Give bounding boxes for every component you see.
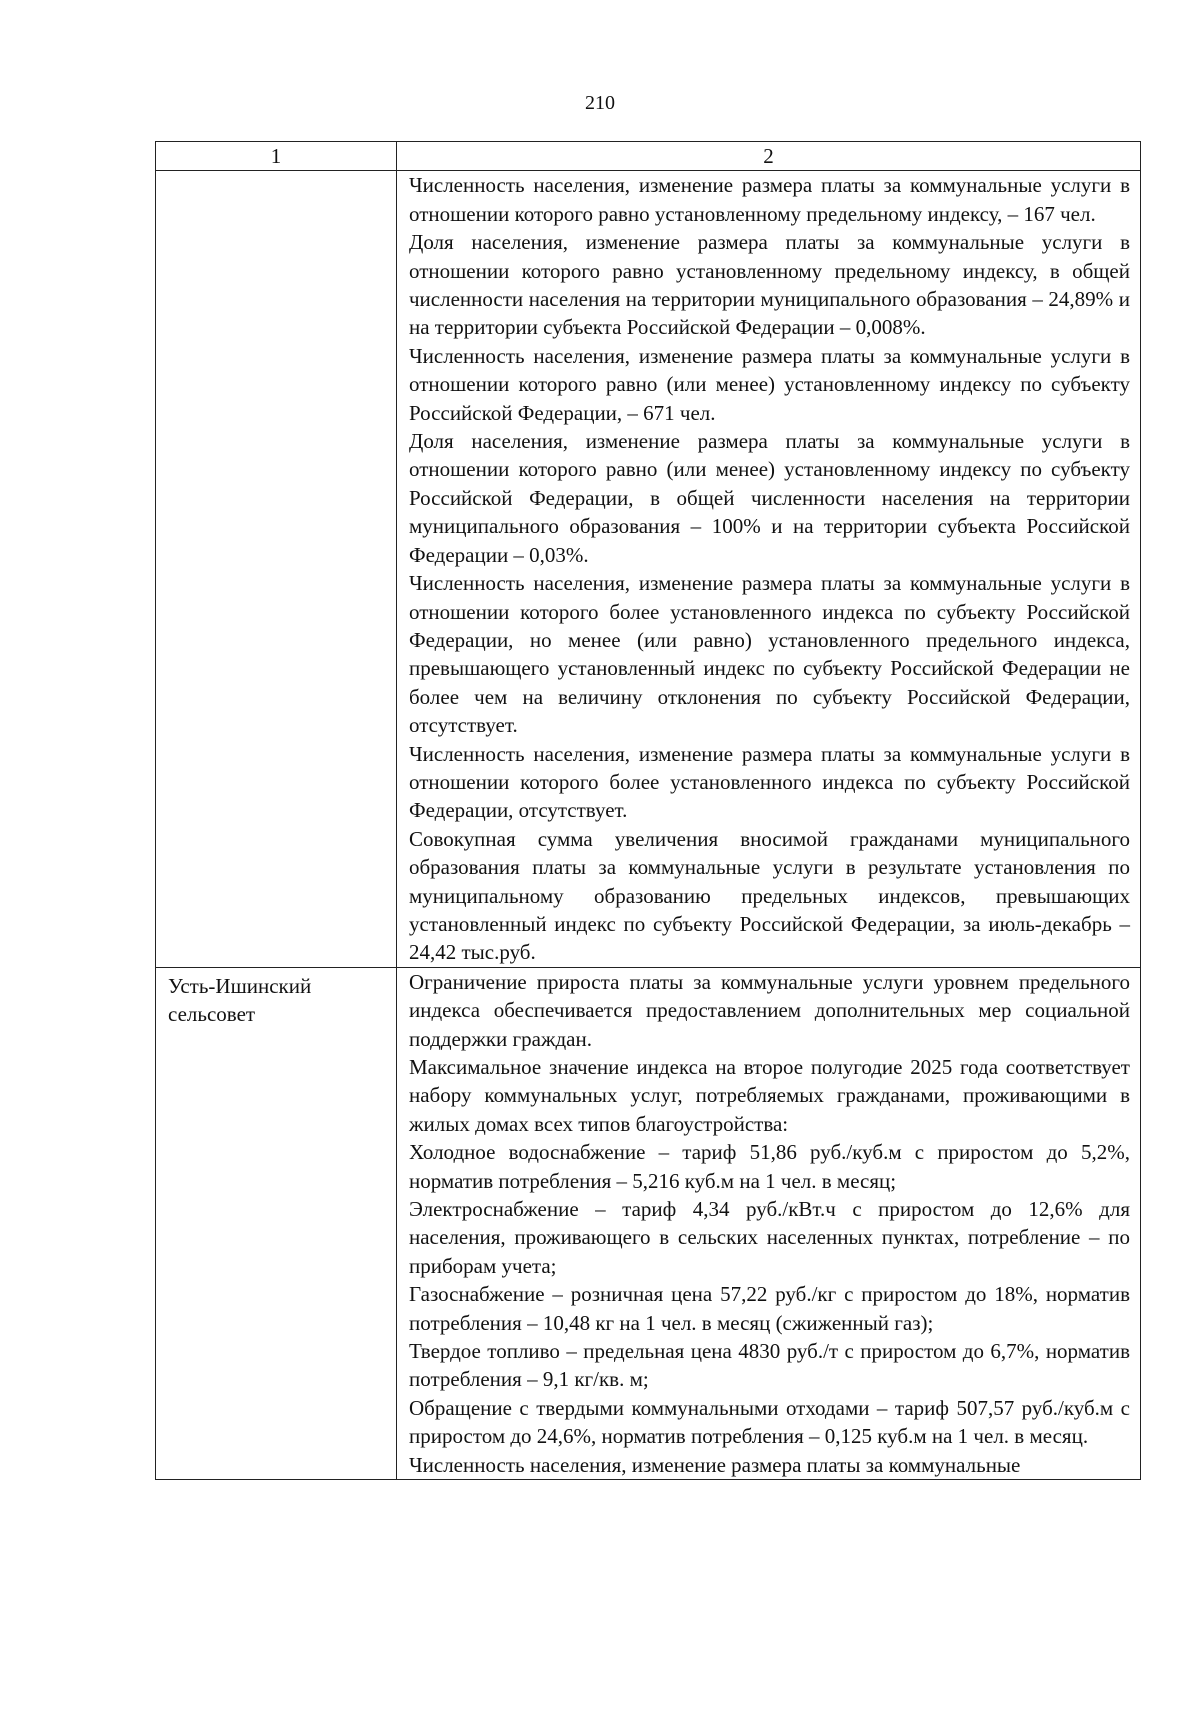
paragraph: Доля населения, изменение размера платы за коммунальные услуги в отношении которого равно (или менее) установленному индексу по субъекту Российской Федерации, в общей численности населения на территории муниципального образования – 100% и на территории субъекта Российской Федерации – 0,03%. (409, 429, 1130, 567)
region-cell (156, 171, 397, 967)
column-header-2: 2 (397, 142, 1141, 171)
paragraph: Электроснабжение – тариф 4,34 руб./кВт.ч с приростом до 12,6% для населения, проживающего в сельских населенных пунктах, потребление – по приборам учета; (409, 1197, 1130, 1278)
region-cell: Усть-Ишинский сельсовет (156, 967, 397, 1479)
paragraph: Численность населения, изменение размера платы за коммунальные услуги в отношении которого более установленного индекса по субъекту Российской Федерации, отсутствует. (409, 741, 1130, 823)
paragraph: Численность населения, изменение размера платы за коммунальные услуги в отношении которого равно установленному предельному индексу, – 167 чел. (409, 173, 1130, 226)
paragraph: Максимальное значение индекса на второе полугодие 2025 года соответствует набору коммунальных услуг, потребляемых гражданами, проживающими в жилых домах всех типов благоустройства: (409, 1055, 1130, 1136)
table-row (156, 967, 1141, 1479)
content-cell (397, 171, 1141, 967)
paragraph: Холодное водоснабжение – тариф 51,86 руб./куб.м с приростом до 5,2%, норматив потребления – 5,216 куб.м на 1 чел. в месяц; (409, 1140, 1130, 1193)
paragraph: Численность населения, изменение размера платы за коммунальные (409, 1452, 1021, 1477)
document-table (155, 141, 1141, 1480)
table-header-row (156, 142, 1141, 171)
paragraph: Численность населения, изменение размера платы за коммунальные услуги в отношении которого равно (или менее) установленному индексу по субъекту Российской Федерации, – 671 чел. (409, 343, 1130, 425)
column-header-1: 1 (156, 142, 397, 171)
paragraph: Газоснабжение – розничная цена 57,22 руб./кг с приростом до 18%, норматив потребления – 10,48 кг на 1 чел. в месяц (сжиженный газ); (409, 1282, 1130, 1335)
content-cell (397, 967, 1141, 1479)
paragraph: Совокупная сумма увеличения вносимой гражданами муниципального образования платы за коммунальные услуги в результате установления по муниципальному образованию предельных индексов, превышающих установленный индекс по субъекту Российской Федерации, за июль-декабрь – 24,42 тыс.руб. (409, 826, 1130, 965)
paragraph: Численность населения, изменение размера платы за коммунальные услуги в отношении которого более установленного индекса по субъекту Российской Федерации, но менее (или равно) установленного предельного индекса, превышающего установленный индекс по субъекту Российской Федерации не более чем на величину отклонения по субъекту Российской Федерации, отсутствует. (409, 571, 1130, 738)
paragraph: Доля населения, изменение размера платы за коммунальные услуги в отношении которого равно установленному предельному индексу, в общей численности населения на территории муниципального образования – 24,89% и на территории субъекта Российской Федерации – 0,008%. (409, 230, 1130, 340)
paragraph: Обращение с твердыми коммунальными отходами – тариф 507,57 руб./куб.м с приростом до 24,6%, норматив потребления – 0,125 куб.м на 1 чел. в месяц. (409, 1395, 1130, 1449)
paragraph: Ограничение прироста платы за коммунальные услуги уровнем предельного индекса обеспечивается предоставлением дополнительных мер социальной поддержки граждан. (409, 969, 1130, 1051)
table-row (156, 171, 1141, 967)
paragraph: Твердое топливо – предельная цена 4830 руб./т с приростом до 6,7%, норматив потребления – 9,1 кг/кв. м; (409, 1339, 1130, 1392)
page-number: 210 (585, 92, 615, 114)
